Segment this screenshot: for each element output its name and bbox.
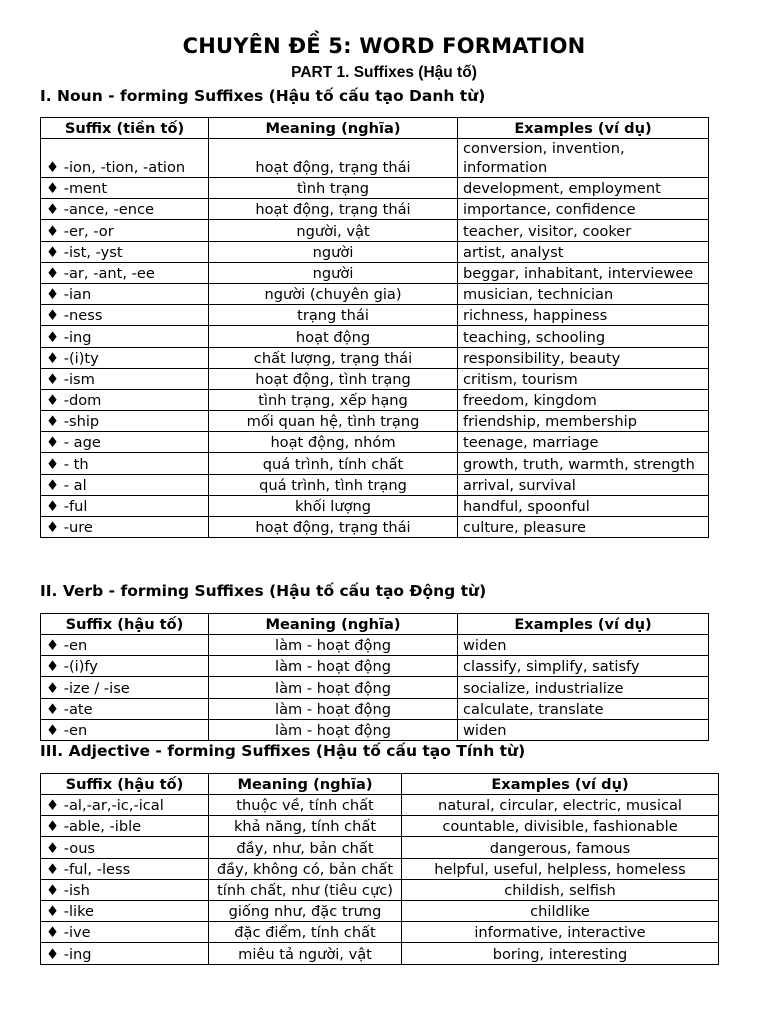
examples-cell: responsibility, beauty	[458, 347, 709, 368]
table-row	[41, 368, 709, 389]
examples-cell: informative, interactive	[402, 922, 719, 943]
table-header-row	[41, 774, 719, 795]
meaning-cell: tình trạng	[209, 178, 458, 199]
column-header-examples: Examples (ví dụ)	[458, 614, 709, 635]
examples-cell: friendship, membership	[458, 411, 709, 432]
meaning-cell: trạng thái	[209, 305, 458, 326]
examples-cell: countable, divisible, fashionable	[402, 816, 719, 837]
suffix-cell: ♦ -ure	[41, 517, 209, 538]
meaning-cell: người	[209, 262, 458, 283]
table-row	[41, 432, 709, 453]
suffix-cell: ♦ -ing	[41, 943, 209, 964]
section-heading-verb: II. Verb - forming Suffixes (Hậu tố cấu tạo Động từ)	[40, 582, 487, 600]
column-header-meaning: Meaning (nghĩa)	[209, 118, 458, 139]
table-row	[41, 326, 709, 347]
suffix-cell: ♦ -ate	[41, 698, 209, 719]
meaning-cell: người (chuyên gia)	[209, 283, 458, 304]
suffix-cell: ♦ -al,-ar,-ic,-ical	[41, 795, 209, 816]
examples-cell: culture, pleasure	[458, 517, 709, 538]
examples-cell: childlike	[402, 900, 719, 921]
column-header-suffix: Suffix (hậu tố)	[41, 614, 209, 635]
meaning-cell: làm - hoạt động	[209, 656, 458, 677]
table-row	[41, 900, 719, 921]
table-row	[41, 698, 709, 719]
examples-cell: critism, tourism	[458, 368, 709, 389]
meaning-cell: đặc điểm, tính chất	[209, 922, 402, 943]
table-row	[41, 474, 709, 495]
examples-cell: importance, confidence	[458, 199, 709, 220]
adjective-suffix-table	[40, 773, 719, 965]
meaning-cell: người, vật	[209, 220, 458, 241]
table-row	[41, 719, 709, 740]
verb-suffix-table	[40, 613, 709, 741]
examples-cell: teenage, marriage	[458, 432, 709, 453]
meaning-cell: hoạt động	[209, 326, 458, 347]
noun-suffix-table	[40, 117, 709, 538]
suffix-cell: ♦ -(i)fy	[41, 656, 209, 677]
examples-cell: boring, interesting	[402, 943, 719, 964]
suffix-cell: ♦ -able, -ible	[41, 816, 209, 837]
table-row	[41, 178, 709, 199]
examples-cell: childish, selfish	[402, 879, 719, 900]
meaning-cell: hoạt động, nhóm	[209, 432, 458, 453]
suffix-cell: ♦ - age	[41, 432, 209, 453]
table-row	[41, 453, 709, 474]
meaning-cell: làm - hoạt động	[209, 677, 458, 698]
table-row	[41, 389, 709, 410]
examples-cell: classify, simplify, satisfy	[458, 656, 709, 677]
examples-cell: development, employment	[458, 178, 709, 199]
meaning-cell: thuộc về, tính chất	[209, 795, 402, 816]
meaning-cell: hoạt động, trạng thái	[209, 517, 458, 538]
suffix-cell: ♦ -ian	[41, 283, 209, 304]
table-row	[41, 677, 709, 698]
table-row	[41, 283, 709, 304]
suffix-cell: ♦ -en	[41, 719, 209, 740]
examples-cell: beggar, inhabitant, interviewee	[458, 262, 709, 283]
examples-cell: helpful, useful, helpless, homeless	[402, 858, 719, 879]
table-row	[41, 305, 709, 326]
examples-cell: calculate, translate	[458, 698, 709, 719]
column-header-examples: Examples (ví dụ)	[402, 774, 719, 795]
suffix-cell: ♦ -ism	[41, 368, 209, 389]
suffix-cell: ♦ -ish	[41, 879, 209, 900]
table-header-row	[41, 118, 709, 139]
meaning-cell: làm - hoạt động	[209, 719, 458, 740]
examples-cell: teaching, schooling	[458, 326, 709, 347]
meaning-cell: miêu tả người, vật	[209, 943, 402, 964]
column-header-meaning: Meaning (nghĩa)	[209, 774, 402, 795]
table-row	[41, 517, 709, 538]
meaning-cell: khả năng, tính chất	[209, 816, 402, 837]
column-header-suffix: Suffix (hậu tố)	[41, 774, 209, 795]
meaning-cell: giống như, đặc trưng	[209, 900, 402, 921]
meaning-cell: mối quan hệ, tình trạng	[209, 411, 458, 432]
examples-cell: artist, analyst	[458, 241, 709, 262]
meaning-cell: hoạt động, tình trạng	[209, 368, 458, 389]
page-subtitle: PART 1. Suffixes (Hậu tố)	[291, 64, 477, 81]
table-header-row	[41, 614, 709, 635]
section-heading-noun: I. Noun - forming Suffixes (Hậu tố cấu tạo Danh từ)	[40, 87, 486, 105]
meaning-cell: hoạt động, trạng thái	[209, 199, 458, 220]
table-row	[41, 199, 709, 220]
table-row	[41, 411, 709, 432]
examples-cell: socialize, industrialize	[458, 677, 709, 698]
table-row	[41, 943, 719, 964]
meaning-cell: quá trình, tính chất	[209, 453, 458, 474]
suffix-cell: ♦ -ive	[41, 922, 209, 943]
table-row	[41, 795, 719, 816]
table-row	[41, 495, 709, 516]
table-row	[41, 220, 709, 241]
examples-cell: growth, truth, warmth, strength	[458, 453, 709, 474]
table-row	[41, 879, 719, 900]
suffix-cell: ♦ -ing	[41, 326, 209, 347]
table-row	[41, 241, 709, 262]
meaning-cell: quá trình, tình trạng	[209, 474, 458, 495]
page-title: CHUYÊN ĐỀ 5: WORD FORMATION	[182, 34, 586, 58]
suffix-cell: ♦ -ful, -less	[41, 858, 209, 879]
meaning-cell: khối lượng	[209, 495, 458, 516]
suffix-cell: ♦ - al	[41, 474, 209, 495]
suffix-cell: ♦ -(i)ty	[41, 347, 209, 368]
table-row	[41, 139, 709, 178]
examples-cell: freedom, kingdom	[458, 389, 709, 410]
meaning-cell: làm - hoạt động	[209, 698, 458, 719]
examples-cell: teacher, visitor, cooker	[458, 220, 709, 241]
meaning-cell: đầy, không có, bản chất	[209, 858, 402, 879]
examples-cell: dangerous, famous	[402, 837, 719, 858]
table-row	[41, 816, 719, 837]
meaning-cell: làm - hoạt động	[209, 635, 458, 656]
suffix-cell: ♦ -like	[41, 900, 209, 921]
examples-cell: richness, happiness	[458, 305, 709, 326]
suffix-cell: ♦ -ist, -yst	[41, 241, 209, 262]
meaning-cell: đầy, như, bản chất	[209, 837, 402, 858]
table-row	[41, 347, 709, 368]
table-row	[41, 656, 709, 677]
suffix-cell: ♦ - th	[41, 453, 209, 474]
suffix-cell: ♦ -ship	[41, 411, 209, 432]
column-header-examples: Examples (ví dụ)	[458, 118, 709, 139]
suffix-cell: ♦ -er, -or	[41, 220, 209, 241]
table-row	[41, 922, 719, 943]
examples-cell: musician, technician	[458, 283, 709, 304]
suffix-cell: ♦ -en	[41, 635, 209, 656]
suffix-cell: ♦ -dom	[41, 389, 209, 410]
meaning-cell: hoạt động, trạng thái	[209, 139, 458, 178]
table-row	[41, 837, 719, 858]
suffix-cell: ♦ -ize / -ise	[41, 677, 209, 698]
column-header-meaning: Meaning (nghĩa)	[209, 614, 458, 635]
table-row	[41, 635, 709, 656]
suffix-cell: ♦ -ous	[41, 837, 209, 858]
table-row	[41, 858, 719, 879]
suffix-cell: ♦ -ment	[41, 178, 209, 199]
examples-cell: arrival, survival	[458, 474, 709, 495]
section-heading-adjective: III. Adjective - forming Suffixes (Hậu tố cấu tạo Tính từ)	[40, 742, 526, 760]
table-row	[41, 262, 709, 283]
suffix-cell: ♦ -ar, -ant, -ee	[41, 262, 209, 283]
suffix-cell: ♦ -ion, -tion, -ation	[41, 139, 209, 178]
meaning-cell: người	[209, 241, 458, 262]
meaning-cell: tính chất, như (tiêu cực)	[209, 879, 402, 900]
examples-cell: handful, spoonful	[458, 495, 709, 516]
examples-cell: widen	[458, 635, 709, 656]
suffix-cell: ♦ -ness	[41, 305, 209, 326]
suffix-cell: ♦ -ful	[41, 495, 209, 516]
suffix-cell: ♦ -ance, -ence	[41, 199, 209, 220]
meaning-cell: tình trạng, xếp hạng	[209, 389, 458, 410]
examples-cell: natural, circular, electric, musical	[402, 795, 719, 816]
examples-cell: conversion, invention, information	[458, 139, 709, 178]
examples-cell: widen	[458, 719, 709, 740]
column-header-suffix: Suffix (tiền tố)	[41, 118, 209, 139]
meaning-cell: chất lượng, trạng thái	[209, 347, 458, 368]
